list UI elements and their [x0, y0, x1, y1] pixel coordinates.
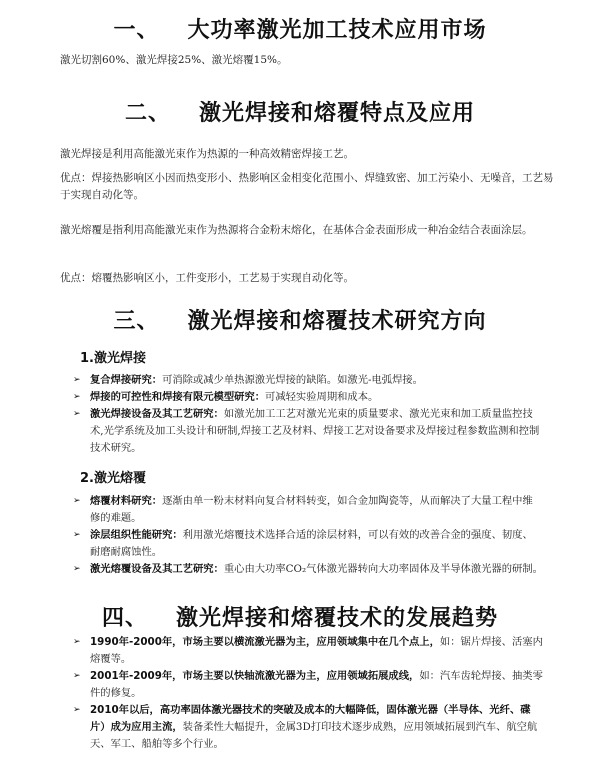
bullet-item	[73, 389, 543, 406]
bullet-text: 如：锯片焊接、活塞内熔覆等。	[90, 636, 543, 665]
arrow-bullet-icon: ➢	[73, 671, 81, 681]
section-4-title	[0, 601, 600, 632]
bullet-item	[73, 668, 543, 702]
section-heading: 激光焊接和熔覆特点及应用	[199, 101, 476, 126]
section-2-title	[0, 96, 600, 127]
bullet-item	[73, 634, 543, 668]
bullet-text: 重心由大功率CO₂气体激光器转向大功率固体及半导体激光器的研制。	[223, 563, 543, 575]
section-3-title	[0, 304, 600, 335]
bullet-text: 如激光加工工艺对激光光束的质量要求、激光光束和加工质量监控技术,光学系统及加工头设计和研制,焊接工艺及材料、焊接工艺对设备要求及焊接过程参数监测和控制技术研究。	[90, 408, 540, 454]
arrow-bullet-icon: ➢	[73, 705, 81, 715]
section-heading: 大功率激光加工技术应用市场	[187, 18, 487, 43]
welding-advantages: 优点：焊接热影响区小因而热变形小、热影响区金相变化范围小、焊缝致密、加工污染小、无噪音，工艺易于实现自动化等。	[60, 172, 554, 201]
section-number: 二、	[124, 101, 171, 126]
arrow-bullet-icon: ➢	[73, 637, 81, 647]
bullet-heading: 2001年-2009年，市场主要以快轴流激光器为主，应用领域拓展成线，	[90, 670, 420, 682]
section-number: 四、	[101, 606, 148, 631]
arrow-bullet-icon: ➢	[73, 496, 81, 506]
subheading-cladding: 2.激光熔覆	[80, 471, 146, 486]
subheading-welding: 1.激光焊接	[80, 351, 146, 366]
cladding-advantages: 优点：熔覆热影响区小，工件变形小，工艺易于实现自动化等。	[60, 272, 354, 284]
bullet-heading: 2010年以后，高功率固体激光器技术的突破及成本的大幅降低，固体激光器（半导体、光纤、碟片）成为应用主流，	[90, 704, 531, 733]
bullet-text: 装备柔性大幅提升，金属3D打印技术逐步成熟，应用领域拓展到汽车、航空航天、军工、船舶等多个行业。	[90, 721, 538, 750]
section-1-title	[0, 13, 600, 44]
bullet-item	[73, 702, 543, 753]
bullet-heading: 1990年-2000年，市场主要以横流激光器为主，应用领域集中在几个点上，	[90, 636, 440, 648]
welding-definition: 激光焊接是利用高能激光束作为热源的一种高效精密焊接工艺。	[60, 148, 354, 160]
bullet-heading: 熔覆材料研究：	[90, 495, 163, 507]
bullet-item	[73, 527, 543, 561]
section-heading: 激光焊接和熔覆技术研究方向	[187, 309, 487, 334]
bullet-item	[73, 406, 543, 457]
section-number: 一、	[113, 18, 160, 43]
arrow-bullet-icon: ➢	[73, 564, 81, 574]
cladding-definition: 激光熔覆是指利用高能激光束作为热源将合金粉末熔化，在基体合金表面形成一种冶金结合表面涂层。	[60, 224, 533, 236]
bullet-text: 可减轻实验周期和成本。	[265, 391, 379, 403]
arrow-bullet-icon: ➢	[73, 375, 81, 385]
section-1-text: 激光切割60%、激光焊接25%、激光熔覆15%。	[60, 54, 288, 66]
bullet-text: 可消除或减少单热源激光焊接的缺陷。如激光-电弧焊接。	[162, 374, 423, 386]
bullet-heading: 涂层组织性能研究：	[90, 529, 183, 541]
bullet-text: 如：汽车齿轮焊接、抽类零件的修复。	[90, 670, 543, 699]
bullet-text: 利用激光熔覆技术选择合适的涂层材料，可以有效的改善合金的强度、韧度、耐磨耐腐蚀性。	[90, 529, 533, 558]
bullet-heading: 激光熔覆设备及其工艺研究：	[90, 563, 224, 575]
arrow-bullet-icon: ➢	[73, 409, 81, 419]
bullet-heading: 焊接的可控性和焊接有限元模型研究：	[90, 391, 266, 403]
bullet-heading: 激光焊接设备及其工艺研究：	[90, 408, 224, 420]
bullet-item	[73, 561, 543, 578]
bullet-item	[73, 493, 543, 527]
section-heading: 激光焊接和熔覆技术的发展趋势	[176, 606, 499, 631]
bullet-text: 逐渐由单一粉末材料向复合材料转变，如合金加陶瓷等，从而解决了大量工程中维修的难题。	[90, 495, 533, 524]
section-number: 三、	[113, 309, 160, 334]
bullet-heading: 复合焊接研究：	[90, 374, 163, 386]
bullet-item	[73, 372, 543, 389]
arrow-bullet-icon: ➢	[73, 530, 81, 540]
arrow-bullet-icon: ➢	[73, 392, 81, 402]
